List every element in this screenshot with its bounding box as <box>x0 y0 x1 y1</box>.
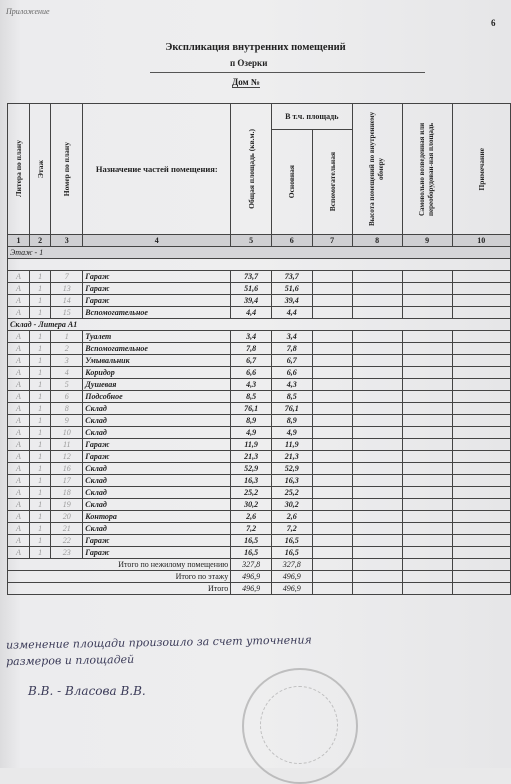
table-row <box>8 487 511 499</box>
table-row <box>8 475 511 487</box>
table-row <box>8 367 511 379</box>
cell-floor: 1 <box>29 427 50 439</box>
floor-label-row: Этаж - 1 <box>8 247 511 259</box>
cell-purpose: Склад <box>83 487 231 499</box>
cell-room-no: 4 <box>51 367 83 379</box>
cell-purpose: Вспомогательное <box>83 307 231 319</box>
cell-litera: А <box>8 475 30 487</box>
cell-floor: 1 <box>29 439 50 451</box>
cell-room-no: 3 <box>51 355 83 367</box>
cell-purpose: Склад <box>83 403 231 415</box>
cell-total-area: 8,9 <box>231 415 272 427</box>
cell-main-area: 16,5 <box>272 547 313 559</box>
cell-litera: А <box>8 463 30 475</box>
page-number: 6 <box>491 18 496 28</box>
annex-label: Приложение <box>6 7 50 16</box>
cell-main-area: 3,4 <box>272 331 313 343</box>
cell-purpose: Гараж <box>83 535 231 547</box>
cell-total-area: 6,7 <box>231 355 272 367</box>
cell-purpose: Склад <box>83 463 231 475</box>
cell-purpose: Гараж <box>83 271 231 283</box>
cell-main-area: 25,2 <box>272 487 313 499</box>
table-row <box>8 379 511 391</box>
cell-floor: 1 <box>29 295 50 307</box>
cell-main-area: 16,3 <box>272 475 313 487</box>
total-area: 496,9 <box>231 583 272 595</box>
total-label: Итого по нежилому помещению <box>8 559 231 571</box>
cell-room-no: 20 <box>51 511 83 523</box>
cell-litera: А <box>8 415 30 427</box>
cell-floor: 1 <box>29 379 50 391</box>
column-numbers-row: 1 2 3 4 5 6 7 8 9 10 <box>8 235 511 247</box>
cell-litera: А <box>8 307 30 319</box>
cell-total-area: 4,4 <box>231 307 272 319</box>
table-row <box>8 427 511 439</box>
table-row <box>8 295 511 307</box>
cell-room-no: 6 <box>51 391 83 403</box>
header-height: Высота помещений по внутреннему обмеру <box>352 104 402 235</box>
empty-row <box>8 259 511 271</box>
cell-main-area: 7,8 <box>272 343 313 355</box>
cell-main-area: 8,5 <box>272 391 313 403</box>
cell-total-area: 39,4 <box>231 295 272 307</box>
explication-table <box>7 103 511 595</box>
header-purpose: Назначение частей помещения: <box>83 104 231 235</box>
cell-room-no: 23 <box>51 547 83 559</box>
cell-main-area: 39,4 <box>272 295 313 307</box>
cell-litera: А <box>8 451 30 463</box>
section-1-rows <box>8 271 511 319</box>
cell-main-area: 73,7 <box>272 271 313 283</box>
cell-main-area: 11,9 <box>272 439 313 451</box>
cell-floor: 1 <box>29 523 50 535</box>
cell-purpose: Коридор <box>83 367 231 379</box>
total-main-area: 327,8 <box>272 559 313 571</box>
total-row <box>8 559 511 571</box>
total-main-area: 496,9 <box>272 571 313 583</box>
header-unauthorized: Самовольно возведенная или переоборудован-ная площадь <box>402 104 452 235</box>
cell-floor: 1 <box>29 415 50 427</box>
cell-room-no: 9 <box>51 415 83 427</box>
cell-total-area: 4,9 <box>231 427 272 439</box>
cell-main-area: 30,2 <box>272 499 313 511</box>
total-row <box>8 583 511 595</box>
cell-room-no: 19 <box>51 499 83 511</box>
cell-room-no: 13 <box>51 283 83 295</box>
cell-total-area: 73,7 <box>231 271 272 283</box>
cell-main-area: 4,3 <box>272 379 313 391</box>
cell-litera: А <box>8 499 30 511</box>
header-floor: Этаж <box>29 104 50 235</box>
cell-room-no: 21 <box>51 523 83 535</box>
cell-floor: 1 <box>29 487 50 499</box>
cell-floor: 1 <box>29 355 50 367</box>
house-label: Дом № <box>232 77 260 87</box>
table-row <box>8 415 511 427</box>
cell-litera: А <box>8 403 30 415</box>
table-row <box>8 499 511 511</box>
table-row <box>8 271 511 283</box>
totals-rows <box>8 559 511 595</box>
cell-floor: 1 <box>29 403 50 415</box>
cell-floor: 1 <box>29 343 50 355</box>
cell-purpose: Туалет <box>83 331 231 343</box>
cell-purpose: Гараж <box>83 439 231 451</box>
cell-total-area: 2,6 <box>231 511 272 523</box>
table-row <box>8 403 511 415</box>
header-incl-area: В т.ч. площадь <box>272 104 353 130</box>
table-row <box>8 547 511 559</box>
table-row <box>8 331 511 343</box>
cell-room-no: 7 <box>51 271 83 283</box>
cell-main-area: 52,9 <box>272 463 313 475</box>
cell-main-area: 51,6 <box>272 283 313 295</box>
cell-room-no: 2 <box>51 343 83 355</box>
cell-purpose: Склад <box>83 499 231 511</box>
total-area: 327,8 <box>231 559 272 571</box>
cell-floor: 1 <box>29 271 50 283</box>
table-row <box>8 355 511 367</box>
table-row <box>8 535 511 547</box>
cell-room-no: 11 <box>51 439 83 451</box>
cell-total-area: 6,6 <box>231 367 272 379</box>
cell-litera: А <box>8 343 30 355</box>
cell-floor: 1 <box>29 283 50 295</box>
total-area: 496,9 <box>231 571 272 583</box>
cell-floor: 1 <box>29 307 50 319</box>
cell-litera: А <box>8 271 30 283</box>
cell-room-no: 10 <box>51 427 83 439</box>
cell-litera: А <box>8 367 30 379</box>
table-row <box>8 511 511 523</box>
cell-purpose: Склад <box>83 475 231 487</box>
cell-main-area: 2,6 <box>272 511 313 523</box>
cell-total-area: 16,5 <box>231 547 272 559</box>
cell-purpose: Гараж <box>83 451 231 463</box>
cell-main-area: 76,1 <box>272 403 313 415</box>
cell-litera: А <box>8 427 30 439</box>
cell-floor: 1 <box>29 535 50 547</box>
cell-litera: А <box>8 379 30 391</box>
cell-main-area: 8,9 <box>272 415 313 427</box>
cell-total-area: 7,2 <box>231 523 272 535</box>
cell-floor: 1 <box>29 451 50 463</box>
cell-purpose: Гараж <box>83 547 231 559</box>
cell-room-no: 16 <box>51 463 83 475</box>
cell-purpose: Подсобное <box>83 391 231 403</box>
cell-total-area: 3,4 <box>231 331 272 343</box>
total-row <box>8 571 511 583</box>
cell-room-no: 14 <box>51 295 83 307</box>
cell-litera: А <box>8 535 30 547</box>
cell-total-area: 16,5 <box>231 535 272 547</box>
cell-litera: А <box>8 283 30 295</box>
cell-total-area: 25,2 <box>231 487 272 499</box>
table-row <box>8 343 511 355</box>
table-row <box>8 451 511 463</box>
header-total-area: Общая площадь (кв.м.) <box>231 104 272 235</box>
table-row <box>8 523 511 535</box>
cell-total-area: 52,9 <box>231 463 272 475</box>
cell-floor: 1 <box>29 511 50 523</box>
table-row <box>8 283 511 295</box>
header-room-no: Номер по плану <box>51 104 83 235</box>
cell-room-no: 1 <box>51 331 83 343</box>
document-title: Экспликация внутренних помещений <box>165 42 346 53</box>
cell-room-no: 15 <box>51 307 83 319</box>
cell-room-no: 22 <box>51 535 83 547</box>
cell-floor: 1 <box>29 367 50 379</box>
cell-litera: А <box>8 331 30 343</box>
cell-total-area: 11,9 <box>231 439 272 451</box>
header-aux: Вспомогательная <box>312 130 352 235</box>
cell-total-area: 21,3 <box>231 451 272 463</box>
cell-litera: А <box>8 439 30 451</box>
cell-litera: А <box>8 295 30 307</box>
cell-total-area: 30,2 <box>231 499 272 511</box>
cell-litera: А <box>8 355 30 367</box>
cell-purpose: Склад <box>83 427 231 439</box>
cell-room-no: 17 <box>51 475 83 487</box>
official-seal <box>242 668 358 784</box>
cell-litera: А <box>8 547 30 559</box>
cell-litera: А <box>8 523 30 535</box>
cell-purpose: Контора <box>83 511 231 523</box>
handwritten-note-line-2: размеров и площадей <box>5 652 135 669</box>
cell-purpose: Склад <box>83 523 231 535</box>
table-row <box>8 391 511 403</box>
section-2-rows <box>8 331 511 559</box>
handwritten-note-line-1: изменение площади произошло за счет уточнения <box>5 633 312 652</box>
cell-litera: А <box>8 391 30 403</box>
table-row <box>8 307 511 319</box>
cell-floor: 1 <box>29 391 50 403</box>
signature: В.В. - Власова В.В. <box>28 684 146 698</box>
header-note: Примечание <box>452 104 510 235</box>
cell-floor: 1 <box>29 331 50 343</box>
cell-main-area: 6,7 <box>272 355 313 367</box>
cell-total-area: 16,3 <box>231 475 272 487</box>
cell-litera: А <box>8 487 30 499</box>
cell-room-no: 18 <box>51 487 83 499</box>
section-2-label-row: Склад - Литера А1 <box>8 319 511 331</box>
place-name: п Озерки <box>230 58 268 68</box>
total-label: Итого по этажу <box>8 571 231 583</box>
cell-room-no: 8 <box>51 403 83 415</box>
header-main: Основная <box>272 130 313 235</box>
table-row <box>8 439 511 451</box>
cell-main-area: 16,5 <box>272 535 313 547</box>
cell-floor: 1 <box>29 547 50 559</box>
total-label: Итого <box>8 583 231 595</box>
total-main-area: 496,9 <box>272 583 313 595</box>
cell-floor: 1 <box>29 463 50 475</box>
cell-total-area: 8,5 <box>231 391 272 403</box>
cell-total-area: 4,3 <box>231 379 272 391</box>
cell-purpose: Вспомогательное <box>83 343 231 355</box>
cell-floor: 1 <box>29 475 50 487</box>
cell-purpose: Склад <box>83 415 231 427</box>
cell-purpose: Умывальник <box>83 355 231 367</box>
cell-total-area: 76,1 <box>231 403 272 415</box>
table-row <box>8 463 511 475</box>
cell-floor: 1 <box>29 499 50 511</box>
cell-main-area: 4,4 <box>272 307 313 319</box>
cell-main-area: 21,3 <box>272 451 313 463</box>
cell-room-no: 5 <box>51 379 83 391</box>
cell-purpose: Гараж <box>83 283 231 295</box>
cell-total-area: 7,8 <box>231 343 272 355</box>
cell-purpose: Гараж <box>83 295 231 307</box>
header-litera: Литера по плану <box>8 104 30 235</box>
cell-main-area: 6,6 <box>272 367 313 379</box>
cell-room-no: 12 <box>51 451 83 463</box>
cell-litera: А <box>8 511 30 523</box>
cell-main-area: 4,9 <box>272 427 313 439</box>
underline <box>150 72 425 73</box>
cell-total-area: 51,6 <box>231 283 272 295</box>
cell-main-area: 7,2 <box>272 523 313 535</box>
cell-purpose: Душевая <box>83 379 231 391</box>
